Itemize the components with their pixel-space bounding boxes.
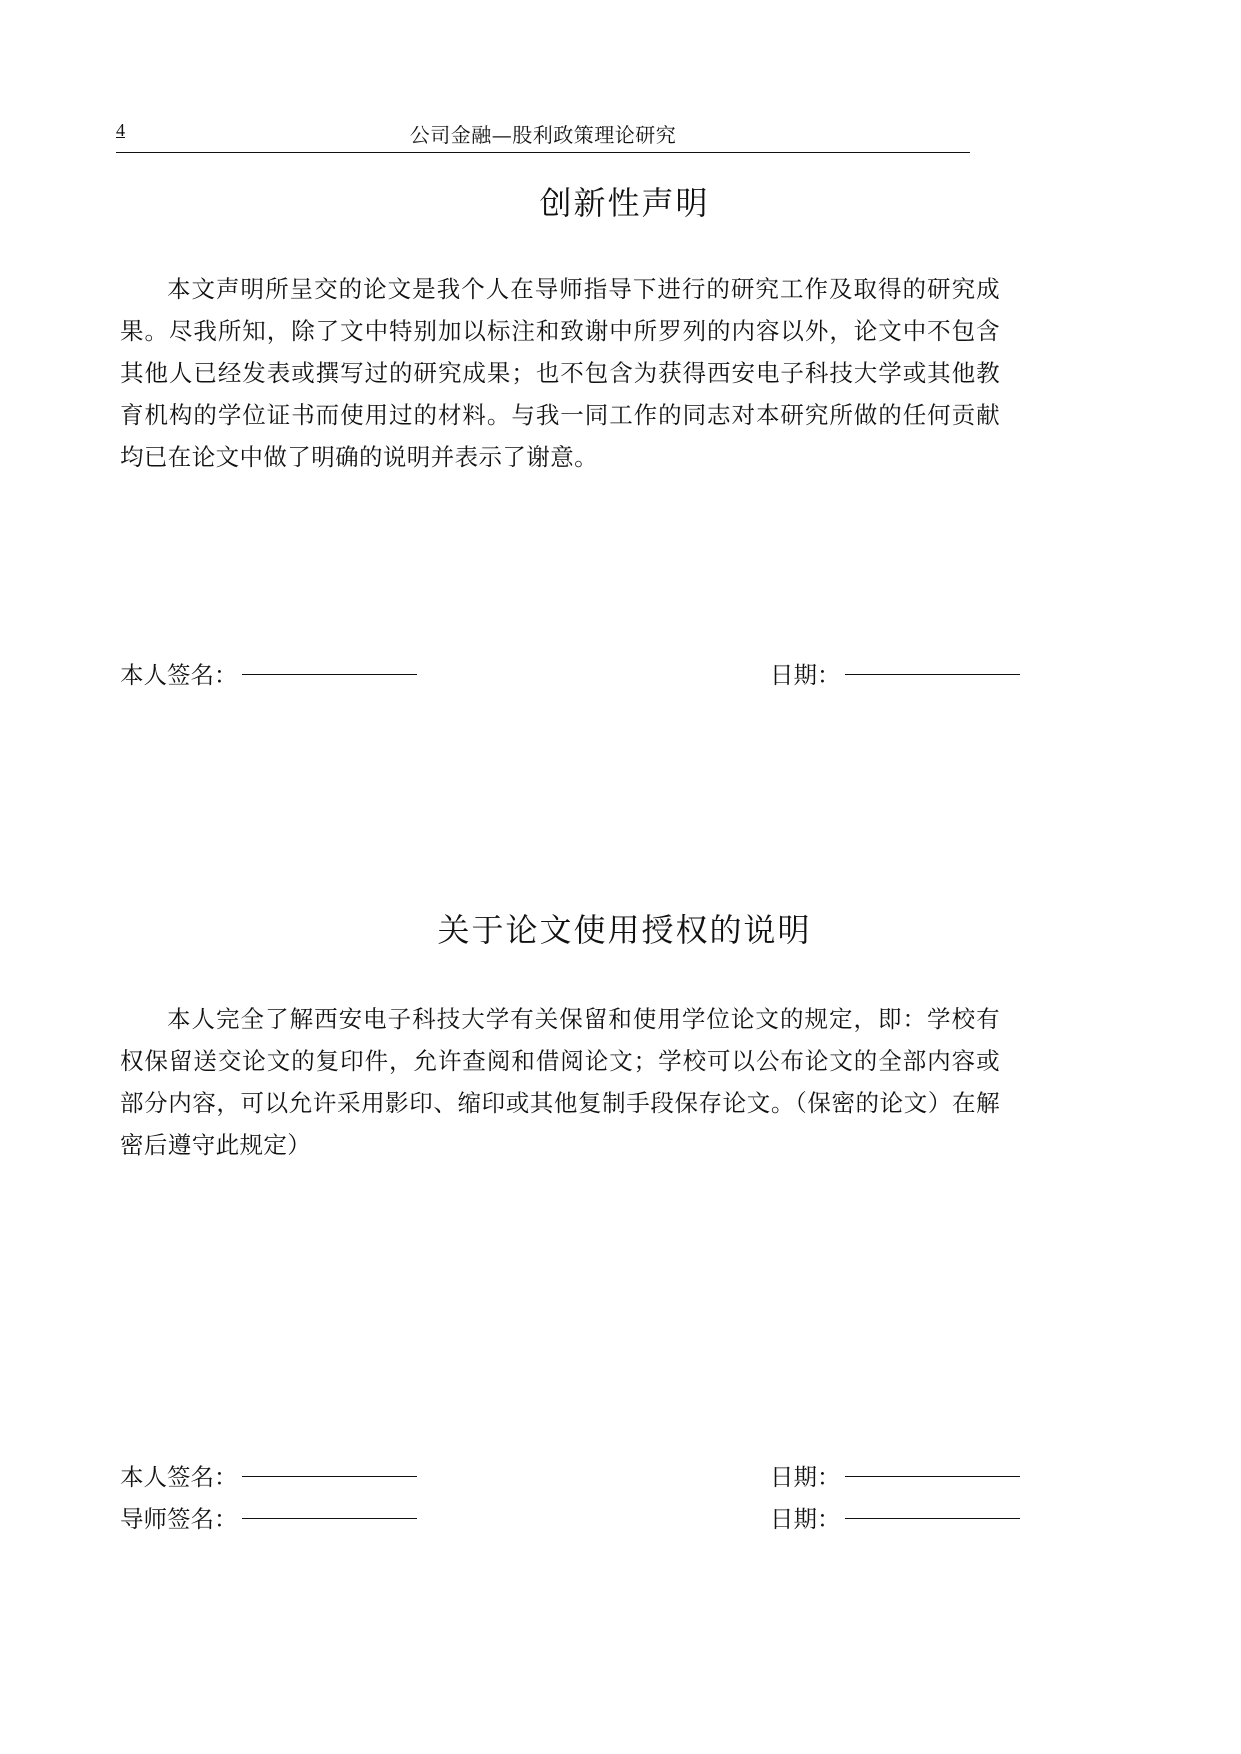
advisor-signature-line[interactable] [242, 1518, 417, 1519]
advisor-signature-label: 导师签名： [120, 1505, 238, 1533]
advisor-date-label: 日期： [770, 1505, 841, 1533]
innovation-statement-paragraph: 本文声明所呈交的论文是我个人在导师指导下进行的研究工作及取得的研究成果。尽我所知，除了文中特别加以标注和致谢中所罗列的内容以外，论文中不包含其他人已经发表或撰写过的研究成果；也不包含为获得西安电子科技大学或其他教育机构的学位证书而使用过的材料。与我一同工作的同志对本研究所做的任何贡献均已在论文中做了明确的说明并表示了谢意。 [120, 275, 1000, 471]
advisor-signature-field [120, 1500, 417, 1534]
advisor-date-field [770, 1500, 1020, 1534]
running-title: 公司金融—股利政策理论研究 [409, 123, 677, 147]
author-date-field [770, 656, 1020, 690]
authorization-author-date-line[interactable] [845, 1476, 1020, 1477]
author-date-line[interactable] [845, 674, 1020, 675]
authorization-paragraph: 本人完全了解西安电子科技大学有关保留和使用学位论文的规定，即：学校有权保留送交论文的复印件，允许查阅和借阅论文；学校可以公布论文的全部内容或部分内容，可以允许采用影印、缩印或其他复制手段保存论文。（保密的论文）在解密后遵守此规定） [120, 1005, 1000, 1159]
authorization-author-date-label: 日期： [770, 1463, 841, 1491]
innovation-statement-title: 创新性声明 [539, 184, 710, 222]
author-signature-label: 本人签名： [120, 661, 238, 689]
innovation-signature-row [120, 656, 1025, 690]
authorization-advisor-row [120, 1500, 1025, 1534]
author-signature-line[interactable] [242, 674, 417, 675]
author-date-label: 日期： [770, 661, 841, 689]
authorization-author-signature-line[interactable] [242, 1476, 417, 1477]
page-number: 4 [116, 120, 125, 140]
authorization-author-signature-label: 本人签名： [120, 1463, 238, 1491]
authorization-author-date-field [770, 1458, 1020, 1492]
page-header [116, 112, 970, 153]
authorization-author-signature-field [120, 1458, 417, 1492]
authorization-title: 关于论文使用授权的说明 [437, 911, 812, 949]
advisor-date-line[interactable] [845, 1518, 1020, 1519]
authorization-author-row [120, 1458, 1025, 1492]
author-signature-field [120, 656, 417, 690]
